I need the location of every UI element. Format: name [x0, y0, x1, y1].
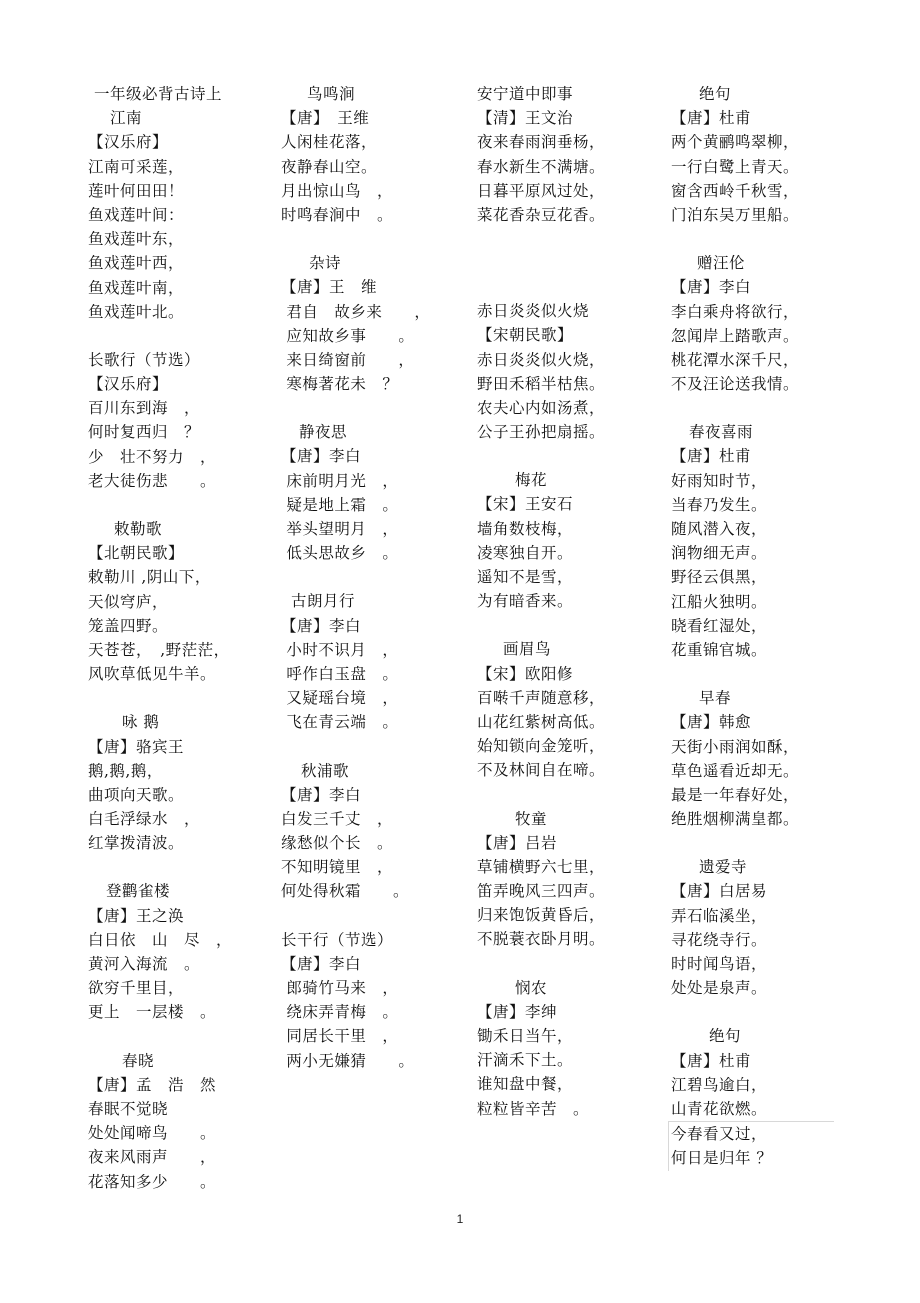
poem-author: 【唐】李白	[281, 616, 362, 635]
poem-author: 【唐】李绅	[477, 1002, 558, 1021]
poem-line: 鱼戏莲叶间：	[88, 205, 185, 224]
poem-line: 山花红紫树高低。	[477, 712, 606, 731]
poem-line: 曲项向天歌。	[88, 785, 185, 804]
poem-jueju-1	[671, 82, 834, 227]
poem-zengwanglun	[671, 251, 834, 396]
page-number: 1	[456, 1212, 464, 1226]
poem-line: 笛弄晚风三四声。	[477, 882, 606, 901]
poem-line: 李白乘舟将欲行，	[671, 302, 800, 321]
poem-line: 月出惊山鸟 ，	[281, 181, 394, 200]
poem-line: 随风潜入夜，	[671, 520, 768, 538]
poem-changganxing	[281, 928, 430, 1073]
poem-title: 绝句	[699, 85, 732, 103]
poem-author: 【唐】孟 浩 然	[88, 1075, 217, 1094]
poem-line: 晓看红湿处，	[671, 616, 768, 635]
poem-title: 悯农	[515, 978, 548, 997]
poem-line: 桃花潭水深千尺，	[671, 350, 800, 369]
poem-line: 润物细无声。	[671, 544, 768, 563]
poem-line: 为有暗香来。	[477, 592, 574, 611]
poem-author: 【宋】王安石	[477, 495, 574, 514]
poem-line: 敕勒川 ,阴山下，	[88, 568, 211, 587]
poem-line: 墙角数枝梅，	[477, 519, 574, 538]
poem-chiriyanyan	[477, 299, 605, 444]
poem-line: 归来饱饭黄昏后，	[477, 906, 606, 925]
poem-title: 早春	[699, 689, 732, 708]
poem-line: 好雨知时节，	[671, 471, 768, 490]
column-2	[281, 82, 430, 1097]
poem-line: 何时复西归 ？	[88, 423, 201, 442]
poem-line: 寒梅著花未 ？	[281, 375, 399, 394]
poem-mutong	[477, 807, 605, 952]
poem-title: 绝句	[709, 1027, 742, 1046]
poem-line: 风吹草低见牛羊。	[88, 665, 217, 684]
poem-qiupuge	[281, 759, 430, 904]
poem-title: 登鹳雀楼	[106, 882, 171, 901]
poem-line: 遥知不是雪，	[477, 568, 574, 586]
boxed-lines	[668, 1121, 834, 1170]
poem-line: 绝胜烟柳满皇都。	[671, 810, 800, 829]
poem-line: 今春看又过，	[671, 1125, 768, 1144]
poem-title: 春夜喜雨	[689, 423, 754, 442]
poem-author: 【唐】白居易	[671, 882, 768, 901]
poem-yiaisi	[671, 855, 834, 1000]
poem-line: 绕床弄青梅 。	[281, 1003, 399, 1022]
poem-line: 鹅,鹅,鹅，	[88, 761, 163, 780]
poem-jiangnan	[88, 82, 232, 324]
poem-line: 最是一年春好处，	[671, 785, 800, 804]
poem-line: 粒粒皆辛苦 。	[477, 1099, 590, 1118]
poem-title: 长干行（节选）	[281, 930, 394, 949]
poem-line: 夜静春山空。	[281, 157, 378, 176]
poem-line: 当春乃发生。	[671, 495, 768, 514]
column-1	[88, 82, 232, 1218]
poem-title: 画眉鸟	[503, 640, 552, 659]
poem-meihua	[477, 468, 605, 613]
poem-line: 床前明月光 ，	[281, 471, 399, 490]
poem-line: 白发三千丈 ，	[281, 809, 394, 828]
poem-line: 弄石临溪坐，	[671, 906, 768, 925]
poem-line: 白日依 山 尽 ，	[88, 930, 233, 949]
poem-line: 应知故乡事 。	[281, 326, 415, 345]
poem-author: 【唐】杜甫	[671, 109, 752, 128]
poem-line: 花重锦官城。	[671, 640, 768, 659]
poem-line: 日暮平原风过处，	[477, 181, 606, 200]
poem-line: 野田禾稻半枯焦。	[477, 374, 606, 393]
poem-title: 长歌行（节选）	[88, 350, 201, 369]
poem-title: 赠汪伦	[697, 254, 746, 273]
poem-line: 少 壮不努力 ，	[88, 447, 217, 466]
poem-title: 梅花	[515, 471, 548, 490]
poem-line: 两个黄鹂鸣翠柳，	[671, 133, 800, 152]
poem-author: 【唐】王 维	[281, 278, 378, 297]
poem-line: 鱼戏莲叶南，	[88, 278, 185, 297]
poem-title: 安宁道中即事	[477, 85, 574, 103]
poem-author: 【宋朝民歌】	[477, 326, 574, 345]
poem-line: 时时闻鸟语，	[671, 955, 768, 973]
poem-zaochun	[671, 686, 834, 831]
poem-author: 【北朝民歌】	[88, 544, 185, 563]
poem-line: 汗滴禾下土。	[477, 1051, 574, 1070]
poem-line: 寻花绕寺行。	[671, 930, 768, 949]
poem-author: 【唐】王之涣	[88, 906, 185, 925]
poem-line: 春眠不觉晓	[88, 1099, 169, 1118]
poem-title: 静夜思	[299, 423, 348, 442]
poem-chunyexiyu	[671, 420, 834, 662]
poem-author: 【唐】李白	[281, 954, 362, 973]
poem-yonge	[88, 710, 232, 855]
poem-line: 赤日炎炎似火烧，	[477, 350, 606, 369]
poem-line: 何日是归年 ？	[671, 1149, 773, 1168]
poem-line: 锄禾日当午，	[477, 1027, 574, 1045]
poem-line: 鱼戏莲叶东，	[88, 230, 185, 249]
poem-line: 农夫心内如汤煮，	[477, 398, 606, 417]
poem-author: 【宋】欧阳修	[477, 664, 574, 683]
poem-line: 郎骑竹马来 ，	[281, 979, 399, 997]
poem-author: 【唐】韩愈	[671, 713, 752, 732]
poem-line: 更上 一层楼 。	[88, 1003, 217, 1022]
poem-line: 举头望明月 ，	[281, 520, 399, 538]
poem-line: 始知锁向金笼听，	[477, 737, 606, 756]
poem-line: 不脱蓑衣卧月明。	[477, 930, 606, 949]
poem-line: 天苍苍， ,野茫茫，	[88, 640, 230, 659]
poem-line: 凌寒独自开。	[477, 543, 574, 562]
poem-title: 秋浦歌	[301, 761, 350, 780]
poem-title: 牧童	[515, 809, 548, 828]
poem-line: 春水新生不满塘。	[477, 157, 606, 176]
poem-title: 春晓	[122, 1051, 155, 1070]
poem-title: 杂诗	[309, 254, 342, 273]
poem-title: 江南	[110, 109, 143, 128]
poem-changgexing	[88, 348, 232, 493]
poem-author: 【清】王文治	[477, 109, 574, 128]
poem-line: 门泊东吴万里船。	[671, 205, 800, 224]
poem-title: 遗爱寺	[699, 858, 748, 877]
poem-line: 呼作白玉盘 。	[281, 664, 399, 683]
poem-author: 【汉乐府】	[88, 375, 169, 394]
poem-line: 君自 故乡来 ，	[281, 302, 431, 321]
poem-line: 又疑瑶台境 ，	[281, 689, 399, 708]
poem-line: 花落知多少 。	[88, 1172, 217, 1191]
poem-line: 百川东到海 ，	[88, 399, 201, 418]
poem-line: 草色遥看近却无。	[671, 761, 800, 780]
poem-jueju-2	[671, 1024, 834, 1170]
poem-line: 两小无嫌猜 。	[281, 1051, 415, 1070]
poem-line: 何处得秋霜 。	[281, 882, 410, 901]
poem-line: 野径云俱黑，	[671, 568, 768, 587]
poem-title: 鸟鸣涧	[307, 85, 356, 103]
poem-title: 咏 鹅	[122, 713, 160, 732]
poem-gulangyuexing	[281, 589, 430, 734]
poem-line: 不及林间自在啼。	[477, 761, 606, 780]
column-3	[477, 82, 605, 1145]
poem-author: 【唐】骆宾王	[88, 737, 185, 756]
poem-author: 【唐】李白	[281, 785, 362, 804]
poem-line: 夜来春雨润垂杨，	[477, 133, 606, 152]
poem-author: 【唐】吕岩	[477, 833, 558, 852]
poem-line: 江碧鸟逾白，	[671, 1075, 768, 1094]
poem-line: 小时不识月 ，	[281, 640, 399, 659]
document-title: 一年级必背古诗上	[94, 85, 223, 103]
poem-line: 白毛浮绿水 ，	[88, 810, 201, 829]
poem-zashi	[281, 251, 430, 396]
poem-minnong	[477, 976, 605, 1121]
poem-line: 山青花欲燃。	[671, 1099, 768, 1118]
poem-line: 黄河入海流 。	[88, 955, 201, 973]
poem-line: 缘愁似个长 。	[281, 834, 394, 853]
poem-line: 莲叶何田田！	[88, 181, 185, 200]
poem-author: 【汉乐府】	[88, 133, 169, 152]
poem-author: 【唐】李白	[281, 447, 362, 466]
poem-author: 【唐】杜甫	[671, 447, 752, 466]
poem-niaomingjian	[281, 82, 430, 227]
poem-chilege	[88, 517, 232, 686]
poem-line: 人闲桂花落，	[281, 133, 378, 152]
poem-anningdao	[477, 82, 605, 227]
poem-line: 天似穹庐，	[88, 592, 169, 611]
poem-jingyesi	[281, 420, 430, 565]
poem-line: 低头思故乡 。	[281, 544, 399, 563]
poem-line: 不知明镜里 ，	[281, 858, 394, 877]
column-4	[671, 82, 834, 1195]
poem-line: 老大徒伤悲 。	[88, 471, 217, 490]
poem-line: 谁知盘中餐，	[477, 1075, 574, 1094]
poem-line: 飞在青云端 。	[281, 713, 399, 732]
poem-title: 赤日炎炎似火烧	[477, 302, 590, 321]
poem-line: 疑是地上霜 。	[281, 495, 399, 514]
poem-huameiniao	[477, 637, 605, 782]
poem-title: 敕勒歌	[114, 520, 163, 538]
poem-line: 天街小雨润如酥，	[671, 737, 800, 756]
poem-line: 时鸣春涧中 。	[281, 205, 394, 224]
poem-line: 百啭千声随意移，	[477, 688, 606, 707]
poem-line: 鱼戏莲叶北。	[88, 302, 185, 321]
poem-chunxiao	[88, 1049, 232, 1194]
poem-author: 【唐】杜甫	[671, 1051, 752, 1070]
poem-line: 笼盖四野。	[88, 616, 169, 635]
poem-line: 江南可采莲，	[88, 157, 185, 176]
poem-line: 公子王孙把扇摇。	[477, 423, 606, 442]
poem-line: 来日绮窗前 ，	[281, 350, 415, 369]
poem-line: 鱼戏莲叶西，	[88, 254, 185, 273]
poem-line: 一行白鹭上青天。	[671, 157, 800, 176]
poem-line: 窗含西岭千秋雪，	[671, 181, 800, 200]
poem-line: 处处闻啼鸟 。	[88, 1124, 217, 1143]
poem-line: 草铺横野六七里，	[477, 857, 606, 876]
poem-line: 处处是泉声。	[671, 979, 768, 998]
poem-author: 【唐】 王维	[281, 109, 370, 128]
poem-line: 菜花香杂豆花香。	[477, 205, 606, 224]
poem-line: 同居长干里 ，	[281, 1027, 399, 1046]
poem-line: 忽闻岸上踏歌声。	[671, 326, 800, 345]
poem-line: 江船火独明。	[671, 592, 768, 611]
poem-author: 【唐】李白	[671, 278, 752, 297]
poem-title: 古朗月行	[291, 592, 356, 611]
poem-line: 不及汪论送我情。	[671, 375, 800, 394]
poem-dengguanquelou	[88, 879, 232, 1024]
poem-line: 红掌拨清波。	[88, 834, 185, 853]
poem-line: 夜来风雨声 ，	[88, 1148, 217, 1167]
poem-line: 欲穷千里目，	[88, 979, 185, 998]
